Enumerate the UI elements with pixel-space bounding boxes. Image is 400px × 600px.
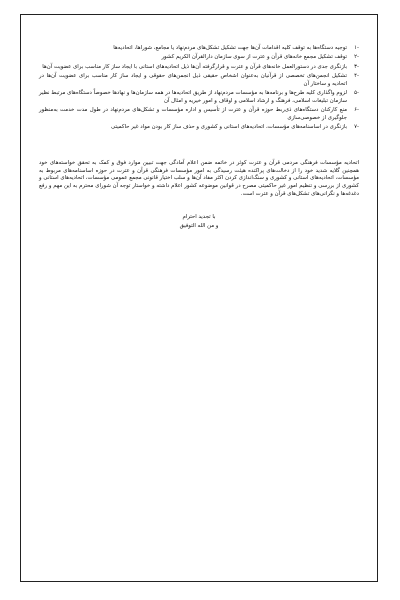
closing-paragraph: اتحادیه مؤسسات فرهنگی مردمی قرآن و عترت کوثر در خاتمه ضمن اعلام آمادگی جهت تبیین موارد فوق و کمک به تحقق خواسته‌های خود همچنین گلایه شدید خود را از دخالت‌های پراکنده هیئت رسیدگی به امور مؤسسات فرهنگی قرآن و عترت در حوزه اساسنامه‌های مربوط به مؤسسات، اتحادیه‌های استانی و کشوری و سنگ‌اندازی کردن اکثر مفاد آن‌ها و سلب اختیار قانونی مجمع عمومی مؤسسات، اتحادیه‌های استانی و کشوری از بررسی و تنظیم امور غیر حاکمیتی مصرح در قوانین موضوعه کشور اعلام داشته و خواستار توجه آن شورای محترم به این مهم و رفع دغدغه‌ها و نگرانی‌های تشکل‌های قرآن و عترت است. [39,159,359,197]
item-text: تشکیل انجمن‌های تخصصی از قرآنیان به‌عنوان اشخاص حقیقی ذیل انجمن‌های حقوقی و ایجاد ساز کار مناسب برای عضویت آن‌ها در اتحادیه و ساختار آن [39,73,347,87]
signoff-regards: با تجدید احترام [182,213,216,220]
list-item [39,124,359,132]
item-number: -۲ [354,54,359,61]
item-text: توقف تشکیل مجمع خانه‌های قرآن و عترت از سوی سازمان دارالقرآن الکریم کشور [161,54,347,61]
item-text: بازنگری در اساسنامه‌های مؤسسات، اتحادیه‌های استانی و کشوری و حذف ساز کار بودن مواد غیر حاکمیتی [111,124,347,131]
item-number: -۳ [354,63,359,70]
item-number: -۱ [354,45,359,51]
list-item [39,73,359,88]
list-item [39,64,359,72]
item-number: -۶ [354,107,359,114]
list-item [39,90,359,105]
document-content [39,45,359,231]
signoff-blessing: و من الله التوفیق [179,222,219,229]
demands-list [39,45,359,132]
signoff [39,213,359,231]
item-number: -۵ [354,90,359,97]
item-number: -۷ [354,124,359,131]
item-text: منع کارکنان دستگاه‌های ذی‌ربط حوزه قرآن و عترت از تأسیس و اداره مؤسسات و تشکل‌های مردم‌نهاد در طول مدت خدمت به‌منظور جلوگیری از خصوصی‌سازی [39,107,347,121]
list-item [39,107,359,122]
item-text: توجیه دستگاه‌ها به توقف کلیه اقدامات آن‌ها جهت تشکیل تشکل‌های مردم‌نهاد یا مجامع، شوراها، اتحادیه‌ها [113,45,347,51]
item-text: بازنگری جدی در دستورالعمل خانه‌های قرآن و عترت و قرارگرفته آن‌ها ذیل اتحادیه‌های استانی با ایجاد ساز کار مناسب برای عضویت آن‌ها [42,63,347,70]
item-text: لزوم واگذاری کلیه طرح‌ها و برنامه‌ها به مؤسسات مردم‌نهاد از طریق اتحادیه‌ها در همه سازمان‌ها و نهادها خصوصاً دستگاه‌های مرتبط نظیر سازمان تبلیغات اسلامی، فرهنگ و ارشاد اسلامی و اوقاف و امور خیریه و امثال آن [39,90,347,104]
list-item [39,45,359,53]
item-number: -۴ [354,73,359,80]
document-page [20,14,378,582]
list-item [39,54,359,62]
